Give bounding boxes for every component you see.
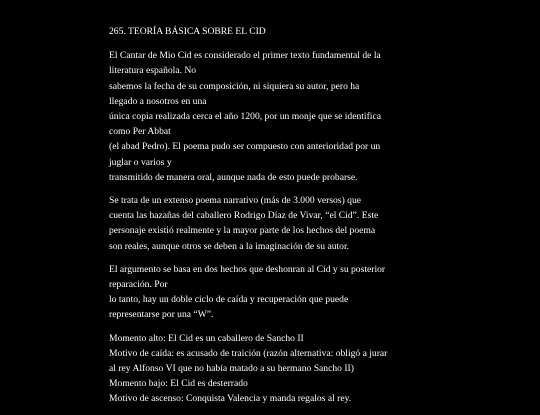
outline-item: al rey Alfonso VI que no había matado a su hermano Sancho II) — [109, 363, 354, 375]
text-line: única copia realizada cerca el año 1200, por un monje que se identifica — [109, 111, 381, 123]
text-line: cuenta las hazañas del caballero Rodrigo Díaz de Vivar, “el Cid”. Este — [109, 210, 379, 222]
text-line: son reales, aunque otros se deben a la imaginación de su autor. — [109, 240, 350, 252]
text-line: sabemos la fecha de su composición, ni siquiera su autor, pero ha — [109, 80, 360, 92]
text-line: como Per Abbat — [109, 126, 171, 138]
outline-item: Motivo de caída: es acusado de traición (razón alternativa: obligó a jurar — [109, 347, 388, 359]
outline-item: Motivo de ascenso: Conquista Valencia y manda regalos al rey. — [109, 393, 352, 405]
text-line: literatura española. No — [109, 65, 197, 77]
paragraph-argument — [109, 262, 434, 323]
text-line: lo tanto, hay un doble ciclo de caída y recuperación que puede — [109, 294, 349, 306]
paragraph-intro — [109, 48, 434, 185]
document-title: 265. TEORÍA BÁSICA SOBRE EL CID — [109, 26, 266, 37]
text-line: representarse por una “W”. — [109, 309, 214, 321]
text-line: juglar o varios y — [109, 156, 172, 168]
text-line: reparación. Por — [109, 279, 168, 291]
text-line: llegado a nosotros en una — [109, 95, 207, 107]
text-line: Se trata de un extenso poema narrativo (más de 3.000 versos) que — [109, 195, 362, 207]
paragraph-summary — [109, 193, 434, 254]
document-page — [109, 24, 434, 415]
text-line: personaje existió realmente y la mayor parte de los hechos del poema — [109, 225, 376, 237]
text-line: El argumento se basa en dos hechos que deshonran al Cid y su posterior — [109, 263, 386, 275]
text-line: transmitido de manera oral, aunque nada de esto puede probarse. — [109, 171, 358, 183]
outline-list — [109, 331, 434, 407]
text-line: El Cantar de Mio Cid es considerado el primer texto fundamental de la — [109, 50, 381, 62]
text-line: (el abad Pedro). El poema pudo ser compuesto con anterioridad por un — [109, 141, 381, 153]
outline-item: Momento alto: El Cid es un caballero de Sancho II — [109, 332, 304, 344]
outline-item: Momento bajo: El Cid es desterrado — [109, 378, 248, 390]
